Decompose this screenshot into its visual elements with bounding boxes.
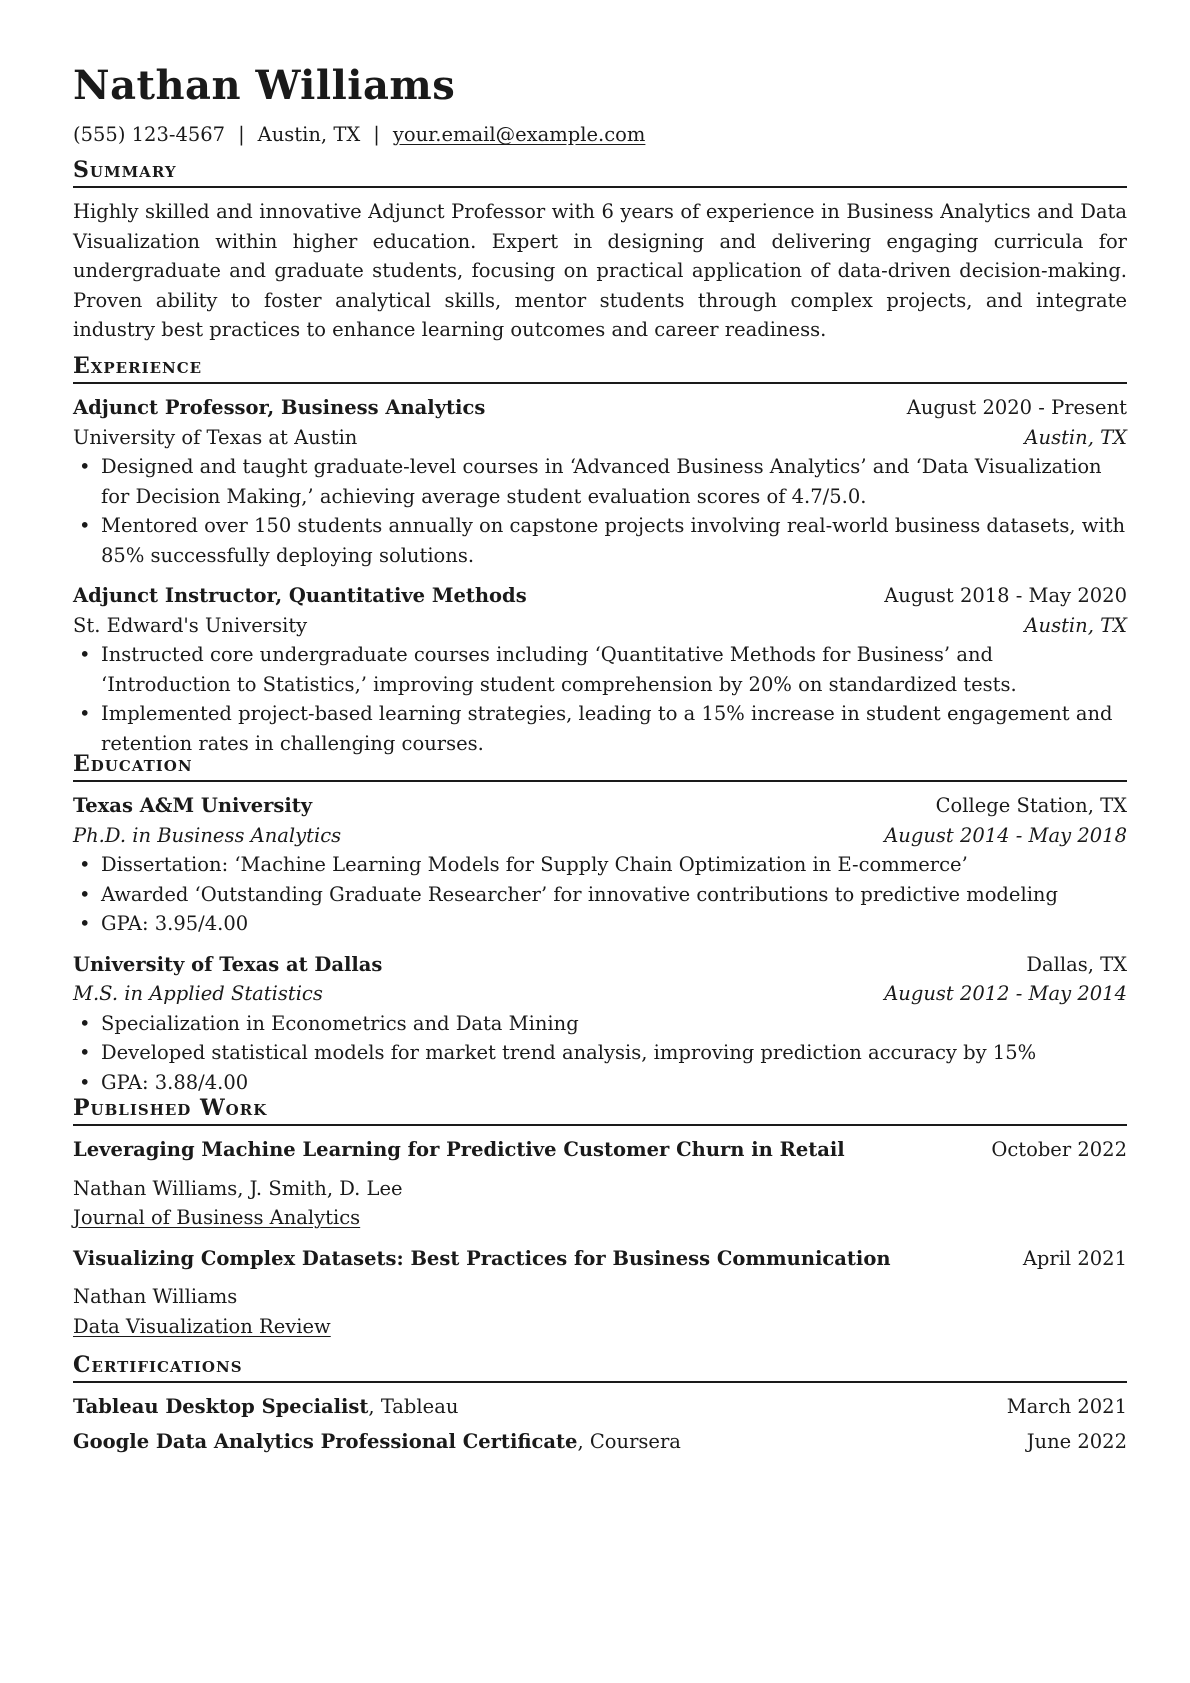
education-bullets	[73, 850, 1127, 939]
job-title: Adjunct Instructor, Quantitative Methods	[73, 584, 527, 607]
education-entry	[73, 791, 1127, 939]
experience-entry	[73, 393, 1127, 570]
job-bullets	[73, 640, 1127, 758]
certification-name: Tableau Desktop Specialist	[73, 1395, 369, 1418]
publication-list	[73, 1135, 1127, 1341]
contact-separator: |	[238, 123, 245, 146]
degree-dates: August 2014 - May 2018	[884, 823, 1127, 847]
bullet-item: • Instructed core undergraduate courses including ‘Quantitative Methods for Business’ and ‘Introduction to Statistics,’ improving student comprehension by 20% on standardized tests.	[73, 640, 1127, 699]
job-location: Austin, TX	[1024, 613, 1127, 637]
certification-name: Google Data Analytics Professional Certificate	[73, 1429, 578, 1453]
degree-dates: August 2012 - May 2014	[884, 982, 1127, 1005]
email-link[interactable]: your.email@example.com	[392, 123, 646, 146]
publication-authors: Nathan Williams	[73, 1285, 238, 1308]
publication-venue-link[interactable]: Journal of Business Analytics	[73, 1206, 361, 1229]
school-location: Dallas, TX	[1026, 952, 1127, 976]
job-location: Austin, TX	[1024, 425, 1127, 449]
bullet-item: • Designed and taught graduate-level courses in ‘Advanced Business Analytics’ and ‘Data Visualization for Decision Making,’ achieving average student evaluation scores of 4.7/5.0.	[73, 452, 1127, 511]
certification-date: June 2022	[1026, 1429, 1127, 1453]
location: Austin, TX	[257, 123, 361, 146]
degree: Ph.D. in Business Analytics	[73, 823, 342, 847]
bullet-item: • Developed statistical models for market trend analysis, improving prediction accuracy by 15%	[73, 1038, 1127, 1068]
publication-entry	[73, 1244, 1127, 1342]
candidate-name: Nathan Williams	[73, 62, 456, 109]
experience-heading: Experience	[73, 352, 1127, 384]
job-bullets	[73, 452, 1127, 570]
bullet-item: • Implemented project-based learning strategies, leading to a 15% increase in student engagement and retention rates in challenging courses.	[73, 699, 1127, 758]
bullet-item: • Awarded ‘Outstanding Graduate Researcher’ for innovative contributions to predictive modeling	[73, 880, 1127, 910]
school-name: Texas A&M University	[73, 794, 313, 817]
publication-title: Visualizing Complex Datasets: Best Practices for Business Communication	[73, 1246, 891, 1270]
job-organization: University of Texas at Austin	[73, 425, 358, 449]
bullet-item: • Specialization in Econometrics and Data Mining	[73, 1009, 1127, 1039]
certification-issuer: , Coursera	[577, 1429, 681, 1453]
education-heading: Education	[73, 750, 1127, 782]
publication-venue-link[interactable]: Data Visualization Review	[73, 1314, 331, 1338]
publication-date: October 2022	[991, 1138, 1127, 1161]
contact-separator: |	[373, 123, 380, 146]
degree: M.S. in Applied Statistics	[73, 982, 323, 1005]
certification-list	[73, 1392, 1127, 1456]
certification-issuer: , Tableau	[368, 1395, 459, 1418]
certifications-heading: Certifications	[73, 1351, 1127, 1383]
contact-line	[73, 122, 645, 148]
experience-list	[73, 393, 1127, 758]
bullet-item: • GPA: 3.88/4.00	[73, 1068, 1127, 1098]
bullet-item: • Mentored over 150 students annually on capstone projects involving real-world business datasets, with 85% successfully deploying solutions.	[73, 511, 1127, 570]
job-dates: August 2018 - May 2020	[884, 584, 1127, 607]
education-list	[73, 791, 1127, 1097]
job-title: Adjunct Professor, Business Analytics	[73, 396, 486, 419]
education-bullets	[73, 1009, 1127, 1098]
phone-number: (555) 123-4567	[73, 123, 226, 146]
summary-text: Highly skilled and innovative Adjunct Professor with 6 years of experience in Business Analytics and Data Visualization within higher education. Expert in designing and delivering engaging curricula for undergraduate and graduate students, focusing on practical application of data-driven decision-making. Proven ability to foster analytical skills, mentor students through complex projects, and integrate industry best practices to enhance learning outcomes and career readiness.	[73, 200, 1127, 341]
bullet-item: • GPA: 3.95/4.00	[73, 909, 1127, 939]
certification-date: March 2021	[1006, 1395, 1127, 1418]
bullet-item: • Dissertation: ‘Machine Learning Models for Supply Chain Optimization in E-commerce’	[73, 850, 1127, 880]
summary-heading: Summary	[73, 156, 1127, 188]
certification-entry	[73, 1427, 1127, 1457]
published-heading: Published Work	[73, 1094, 1127, 1126]
job-dates: August 2020 - Present	[906, 396, 1127, 419]
school-name: University of Texas at Dallas	[73, 952, 383, 976]
publication-title: Leveraging Machine Learning for Predictive Customer Churn in Retail	[73, 1138, 845, 1161]
publication-date: April 2021	[1022, 1246, 1127, 1270]
job-organization: St. Edward's University	[73, 613, 308, 637]
certification-entry	[73, 1392, 1127, 1422]
publication-entry	[73, 1135, 1127, 1233]
publication-authors: Nathan Williams, J. Smith, D. Lee	[73, 1176, 403, 1200]
experience-entry	[73, 581, 1127, 758]
school-location: College Station, TX	[935, 794, 1127, 817]
education-entry	[73, 950, 1127, 1098]
